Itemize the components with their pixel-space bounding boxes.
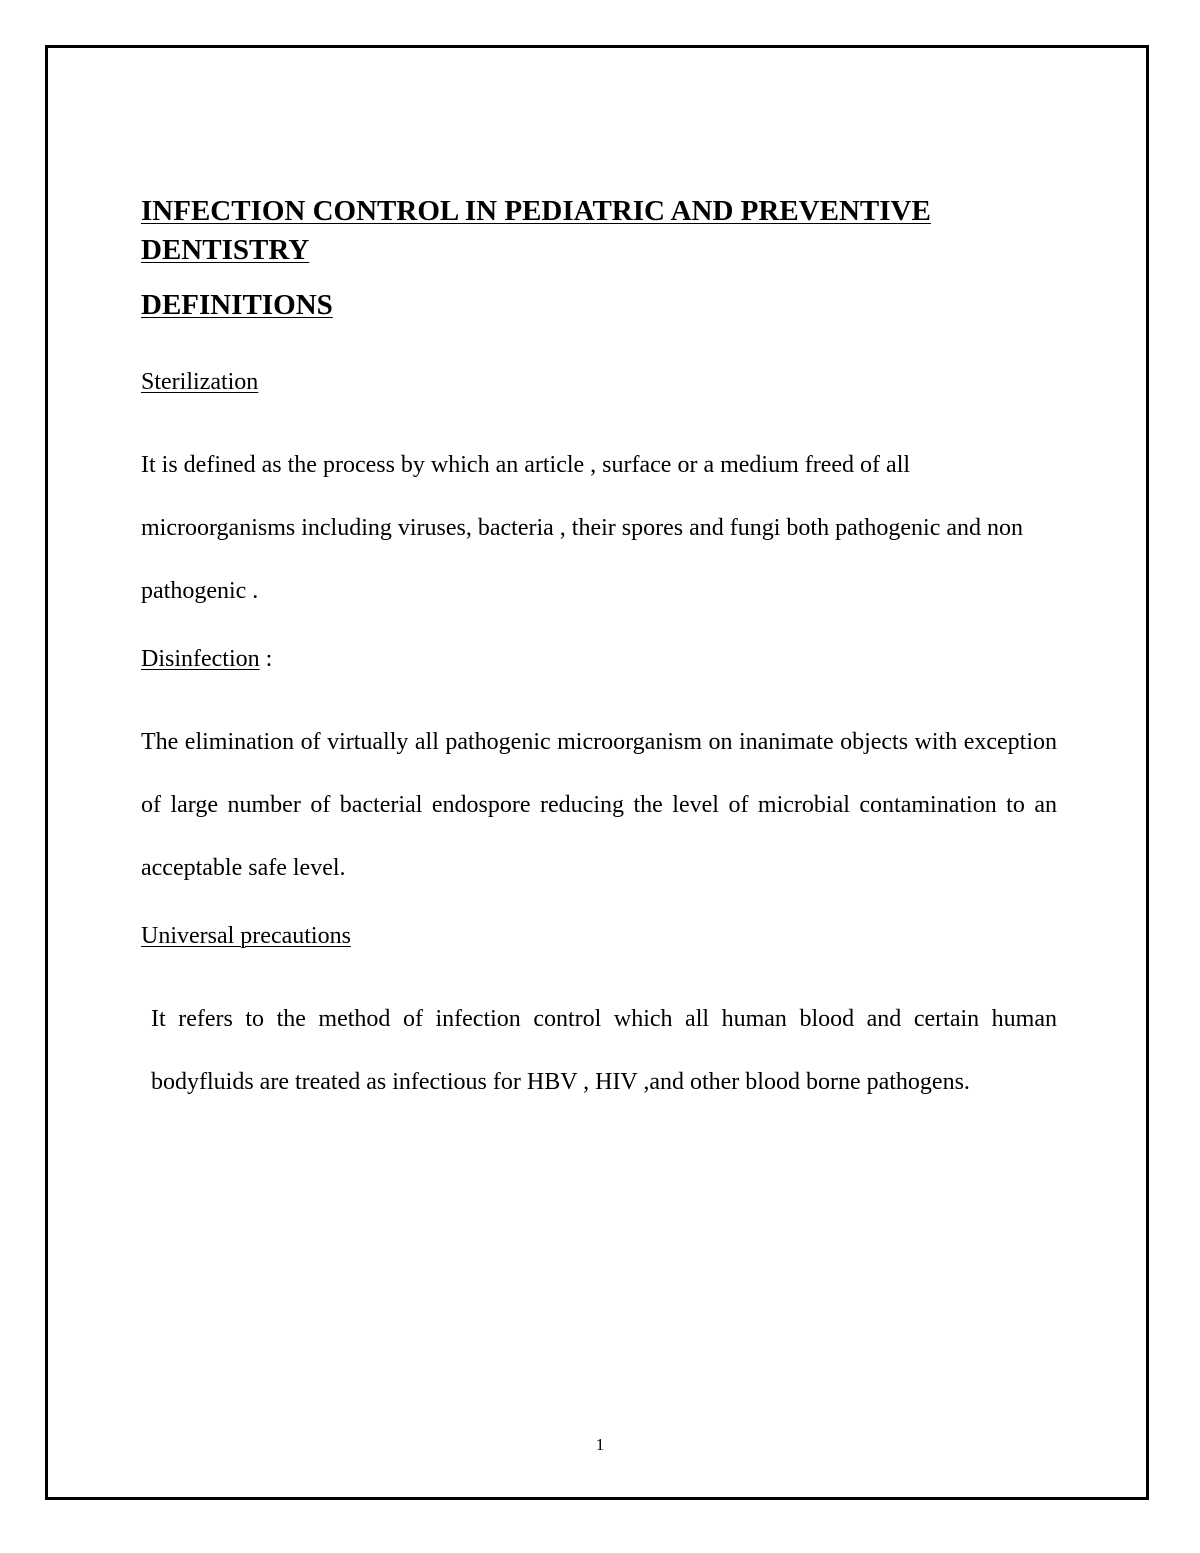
universal-precautions-heading-text: Universal precautions — [141, 923, 351, 949]
definitions-heading: DEFINITIONS — [141, 289, 333, 321]
document-body — [141, 192, 1057, 1114]
universal-precautions-definition: It refers to the method of infection control which all human blood and certain human bodyfluids are treated as infectious for HBV , HIV ,and other blood borne pathogens. — [151, 1006, 1057, 1095]
universal-precautions-heading — [141, 920, 1057, 952]
disinfection-heading — [141, 643, 1057, 675]
disinfection-definition: The elimination of virtually all pathogenic microorganism on inanimate objects with exception of large number of bacterial endospore reducing the level of microbial contamination to an acceptable safe level. — [141, 729, 1057, 881]
sterilization-heading-text: Sterilization — [141, 369, 259, 395]
disinfection-heading-suffix: : — [259, 646, 273, 672]
sterilization-heading — [141, 366, 1057, 398]
disinfection-heading-text: Disinfection — [141, 646, 260, 672]
document-title: INFECTION CONTROL IN PEDIATRIC AND PREVENTIVE DENTISTRY — [141, 195, 931, 266]
page-number: 1 — [595, 1435, 605, 1454]
sterilization-definition: It is defined as the process by which an article , surface or a medium freed of all microorganisms including viruses, bacteria , their spores and fungi both pathogenic and non pathogenic . — [141, 452, 1024, 604]
